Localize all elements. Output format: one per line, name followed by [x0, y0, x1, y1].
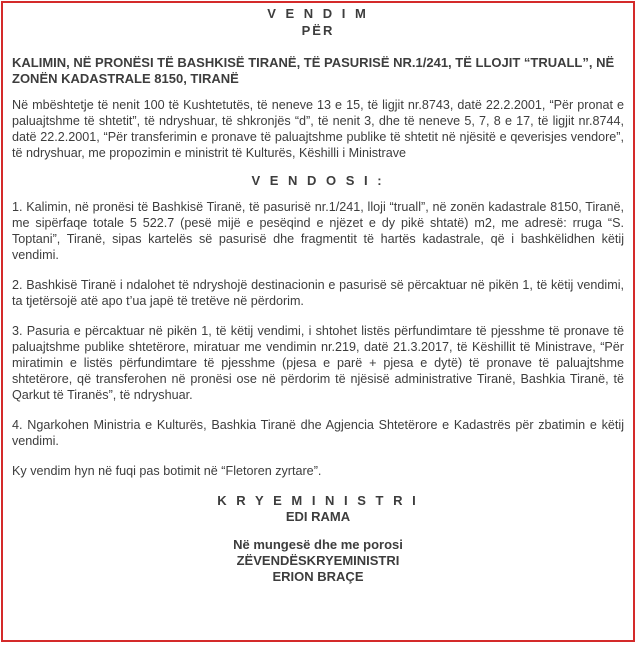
- document-subtitle: PËR: [301, 23, 335, 38]
- signature-absence-note: Në mungesë dhe me porosi: [233, 537, 403, 552]
- decision-subject: KALIMIN, NË PRONËSI TË BASHKISË TIRANË, TË PASURISË NR.1/241, TË LLOJIT “TRUALL”, NË ZONËN KADASTRALE 8150, TIRANË: [12, 55, 615, 86]
- deputy-role: ZËVENDËSKRYEMINISTRI: [236, 553, 400, 568]
- point-1-paragraph: 1. Kalimin, në pronësi të Bashkisë Tiranë, të pasurisë nr.1/241, lloji “truall”, në zonën kadastrale 8150, Tiranë, me sipërfaqe totale 5 522.7 (pesë mijë e pesëqind e njëzet e dy pikë shtatë) m2, me adresë: rruga “S. Toptani”, Tiranë, sipas kartelës së pasurisë dhe fragmentit të hartës kadastrale, që i bashkëlidhen këtij vendimi.: [12, 200, 624, 262]
- point-2-paragraph: 2. Bashkisë Tiranë i ndalohet të ndryshojë destinacionin e pasurisë së përcaktuar në pikën 1, të këtij vendimi, ta tjetërsojë atë apo t’ua japë të tretëve në përdorim.: [12, 278, 624, 308]
- signature-name: EDI RAMA: [285, 509, 351, 524]
- decision-document: [12, 6, 624, 585]
- document-title: V E N D I M: [267, 6, 369, 21]
- preamble-paragraph: Në mbështetje të nenit 100 të Kushtetutës, të neneve 13 e 15, të ligjit nr.8743, datë 22.2.2001, “Për pronat e paluajtshme të shtetit”, të ndryshuar, të shkronjës “d”, të nenit 3, dhe të neneve 5, 7, 8 e 17, të ligjit nr.8744, datë 22.2.2001, “Për transferimin e pronave të paluajtshme publike të shtetit në njësitë e qeverisjes vendore”, të ndryshuar, me propozimin e ministrit të Kulturës, Këshilli i Ministrave: [12, 98, 624, 160]
- point-3-paragraph: 3. Pasuria e përcaktuar në pikën 1, të këtij vendimi, i shtohet listës përfundimtare të pjesshme të pronave të paluajtshme publike shtetërore, miratuar me vendimin nr.219, datë 21.3.2017, të Këshillit të Ministrave, “Për miratimin e listës përfundimtare të pjesshme (pjesa e parë + pjesa e dytë) të pronave të paluajtshme shtetërore, që transferohen në pronësi ose në përdorim të njësisë administrative Tiranë, Bashkia Tiranë, të Qarkut të Tiranës”, të ndryshuar.: [12, 324, 624, 402]
- point-4-paragraph: 4. Ngarkohen Ministria e Kulturës, Bashkia Tiranë dhe Agjencia Shtetërore e Kadastrës për zbatimin e këtij vendimi.: [12, 418, 624, 448]
- signature-role: K R Y E M I N I S T R I: [217, 493, 419, 508]
- deputy-name: ERION BRAÇE: [272, 569, 364, 584]
- closing-paragraph: Ky vendim hyn në fuqi pas botimit në “Fletoren zyrtare”.: [12, 464, 322, 478]
- decides-heading: V E N D O S I :: [251, 173, 385, 188]
